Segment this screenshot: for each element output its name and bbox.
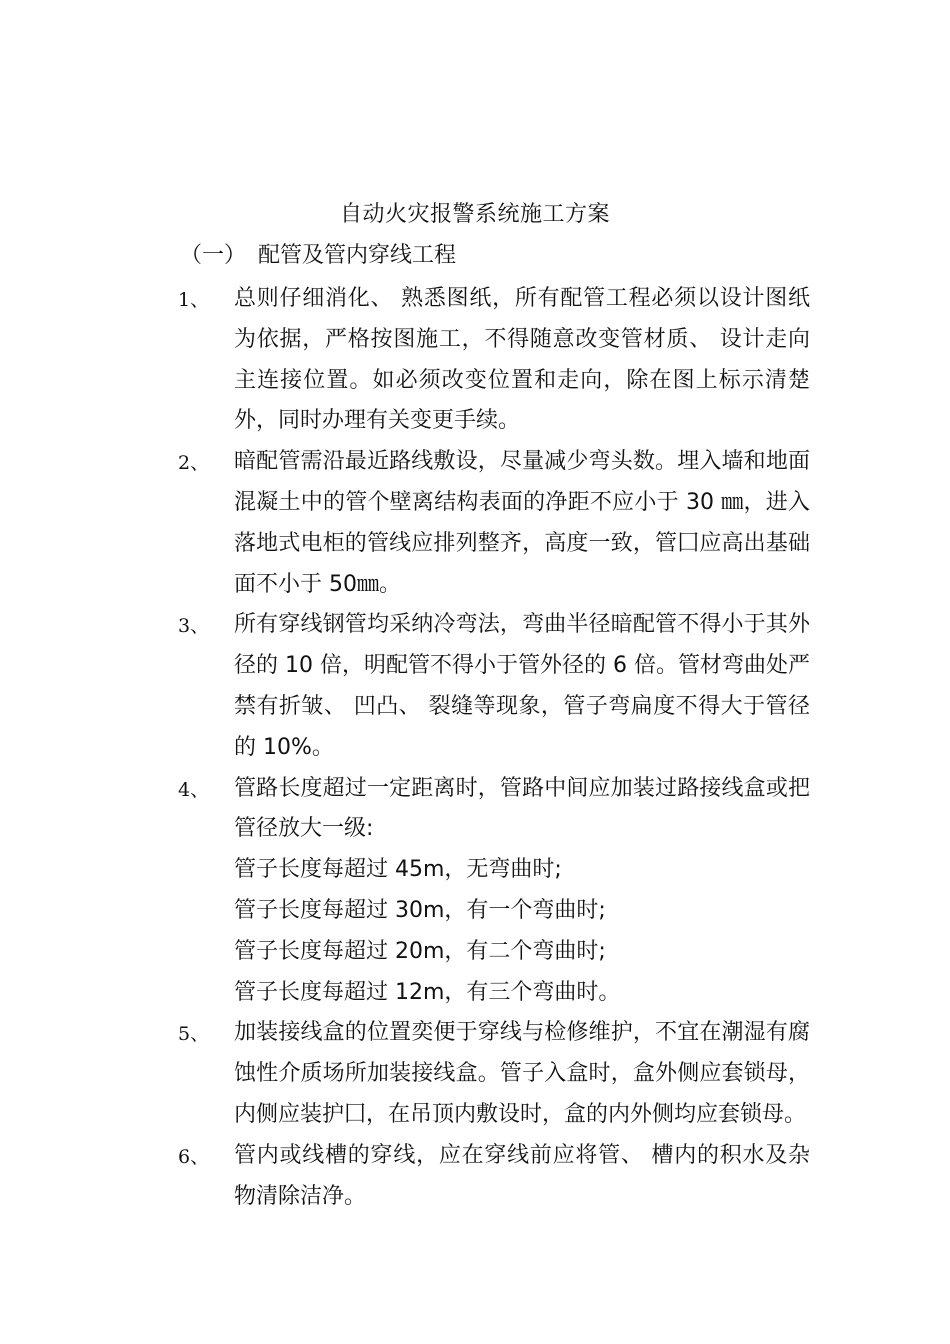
item-text: 管路长度超过一定距离时，管路中间应加装过路接线盒或把管径放大一级: (234, 775, 810, 842)
item-number: 5、 (178, 1023, 210, 1046)
list-item (178, 1013, 810, 1135)
item-body (234, 605, 810, 768)
sub-list-item: 管子长度每超过 20m，有二个弯曲时; (234, 938, 606, 964)
item-text: 管内或线槽的穿线，应在穿线前应将管、 槽内的积水及杂物清除洁净。 (234, 1142, 810, 1209)
item-number: 6、 (178, 1145, 210, 1168)
item-number: 2、 (178, 452, 210, 475)
sub-list-item: 管子长度每超过 45m，无弯曲时; (234, 857, 562, 883)
list-item (178, 1136, 810, 1218)
item-text: 总则仔细消化、 熟悉图纸，所有配管工程必须以设计图纸为依据，严格按图施工，不得随意改变管材质、 设计走向主连接位置。如必须改变位置和走向，除在图上标示清楚外，同时办理有关变更手续。 (234, 286, 810, 434)
item-text: 暗配管需沿最近路线敷设，尽量减少弯头数。埋入墙和地面混凝土中的管个壁离结构表面的净距不应小于 30 ㎜，进入落地式电柜的管线应排列整齐，高度一致，管囗应高出基础面不小于 50㎜。 (234, 449, 810, 597)
item-body (234, 1136, 810, 1218)
list-item (178, 605, 810, 768)
sub-list-item: 管子长度每超过 30m，有一个弯曲时; (234, 897, 606, 923)
item-text: 所有穿线钢管均采纳冷弯法，弯曲半径暗配管不得小于其外径的 10 倍，明配管不得小于管外径的 6 倍。管材弯曲处严禁有折皱、 凹凸、 裂缝等现象，管子弯扁度不得大于管径的 10%。 (234, 612, 810, 760)
list-item (178, 442, 810, 605)
item-text: 加装接线盒的位置奕便于穿线与检修维护，不宜在潮湿有腐蚀性介质场所加装接线盒。管子入盒时，盒外侧应套锁母，内侧应装护囗，在吊顶内敷设时，盒的内外侧均应套锁母。 (234, 1020, 810, 1127)
item-body (234, 1013, 810, 1135)
item-body (234, 769, 810, 1014)
section-title: 配管及管内穿线工程 (258, 243, 457, 268)
item-body (234, 279, 810, 442)
section-heading (180, 239, 456, 273)
document-title: 自动火灾报警系统施工方案 (339, 202, 610, 227)
numbered-list (178, 279, 810, 1217)
sub-list-item: 管子长度每超过 12m，有三个弯曲时。 (234, 979, 621, 1005)
section-number: （一） (180, 243, 247, 268)
item-number: 4、 (178, 778, 210, 801)
item-number: 3、 (178, 615, 210, 638)
item-body (234, 442, 810, 605)
list-item (178, 769, 810, 1014)
list-item (178, 279, 810, 442)
item-number: 1、 (178, 289, 210, 311)
sub-list (234, 850, 810, 1013)
